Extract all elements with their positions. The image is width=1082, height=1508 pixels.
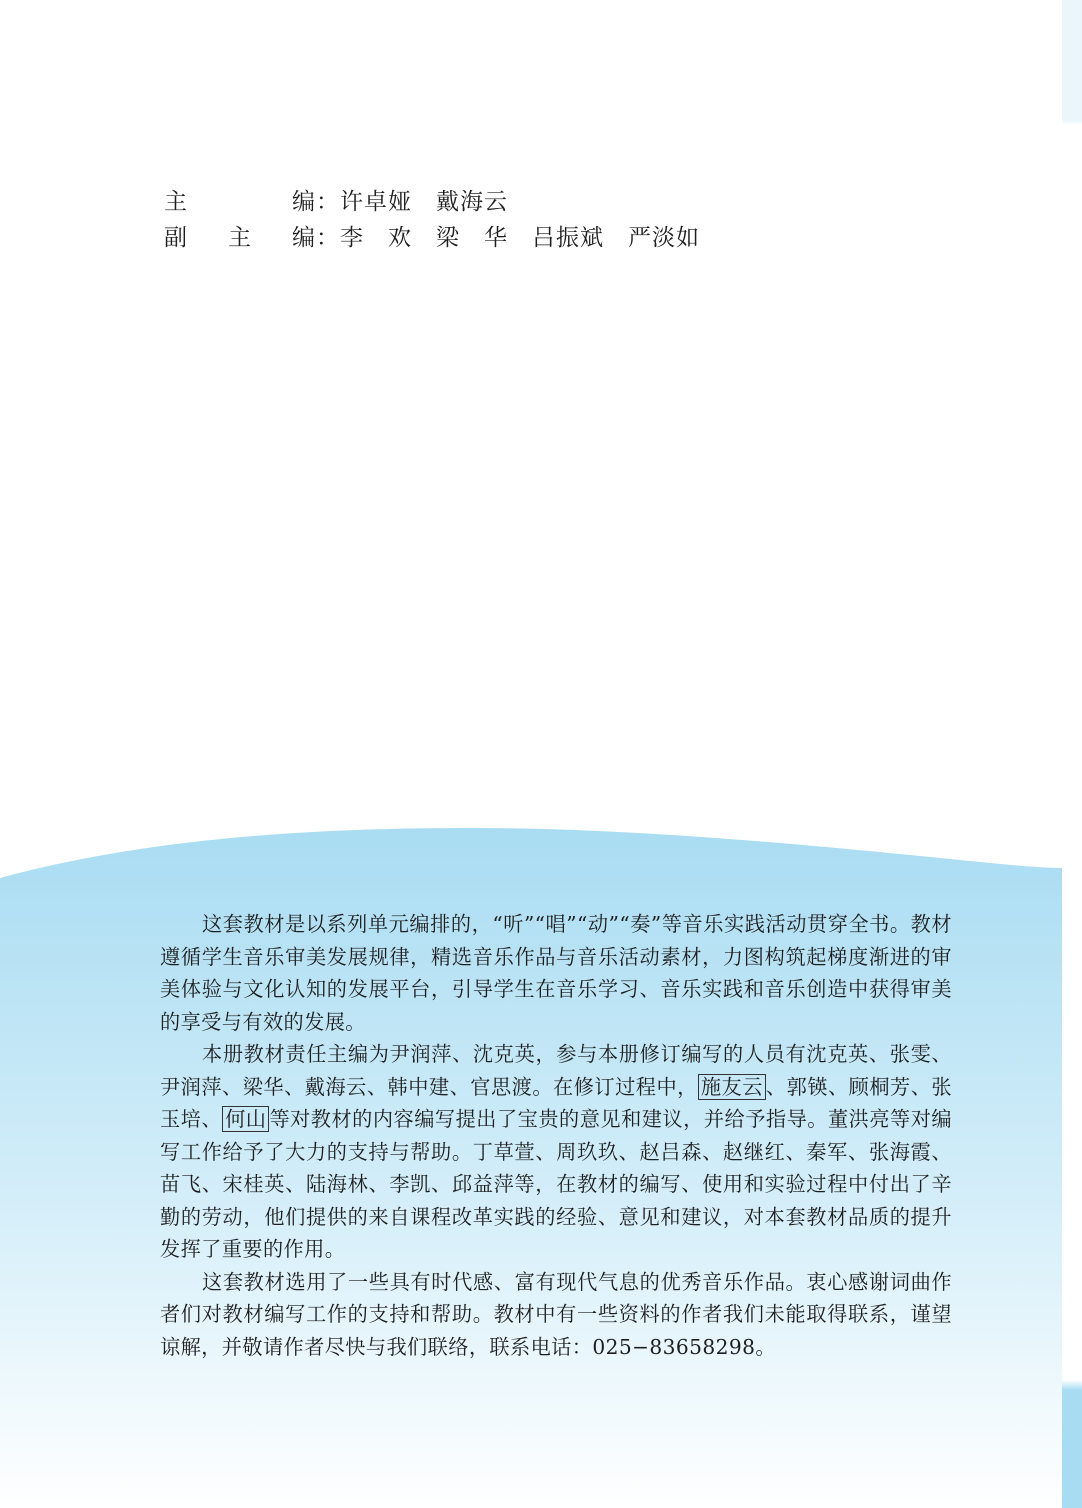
label-colon: ：	[316, 189, 340, 215]
paragraph-series-intro: 这套教材是以系列单元编排的，“听”“唱”“动”“奏”等音乐实践活动贯穿全书。教材遵循学生音乐审美发展规律，精选音乐作品与音乐活动素材，力图构筑起梯度渐进的审美体验与文化认知的发展平台，引导学生在音乐学习、音乐实践和音乐创造中获得审美的享受与有效的发展。	[160, 912, 952, 1034]
label-char: 主	[228, 225, 252, 251]
label-colon: ：	[316, 225, 340, 251]
deputy-editor-names: 李 欢 梁 华 吕振斌 严淡如	[340, 225, 700, 251]
boxed-name: 何山	[222, 1106, 269, 1132]
text-segment: 、郭锳、顾桐芳、张玉培、	[160, 1074, 953, 1131]
deputy-editor-row	[164, 220, 700, 256]
label-char: 编	[292, 189, 316, 215]
chief-editor-names: 许卓娅 戴海云	[340, 189, 508, 215]
paragraph-contributors	[160, 1038, 952, 1266]
label-char: 主	[164, 189, 188, 215]
chief-editor-label	[164, 184, 316, 220]
chief-editor-row	[164, 184, 700, 220]
text-segment: 等对教材的内容编写提出了宝贵的意见和建议，并给予指导。董洪亮等对编写工作给予了大力的支持与帮助。丁草萱、周玖玖、赵吕森、赵继红、秦军、张海霞、苗飞、宋桂英、陆海林、李凯、邱益萍等，在教材的编写、使用和实验过程中付出了辛勤的劳动，他们提供的来自课程改革实践的经验、意见和建议，对本套教材品质的提升发挥了重要的作用。	[160, 1107, 952, 1261]
acknowledgement-text	[160, 908, 952, 1363]
paragraph-contact: 这套教材选用了一些具有时代感、富有现代气息的优秀音乐作品。衷心感谢词曲作者们对教材编写工作的支持和帮助。教材中有一些资料的作者我们未能取得联系，谨望谅解，并敬请作者尽快与我们联络，联系电话：025−83658298。	[160, 1269, 952, 1359]
editor-credits	[164, 184, 700, 256]
label-char: 编	[292, 225, 316, 251]
text-segment: 本册教材责任主编为尹润萍、沈克英，参与本册修订编写的人员有沈克英、张雯、尹润萍、梁华、戴海云、韩中建、官思渡。在修订过程中，	[160, 1042, 952, 1099]
label-char: 副	[164, 225, 188, 251]
boxed-name: 施友云	[698, 1074, 766, 1100]
deputy-editor-label	[164, 220, 316, 256]
right-edge-strip	[1062, 0, 1082, 1508]
